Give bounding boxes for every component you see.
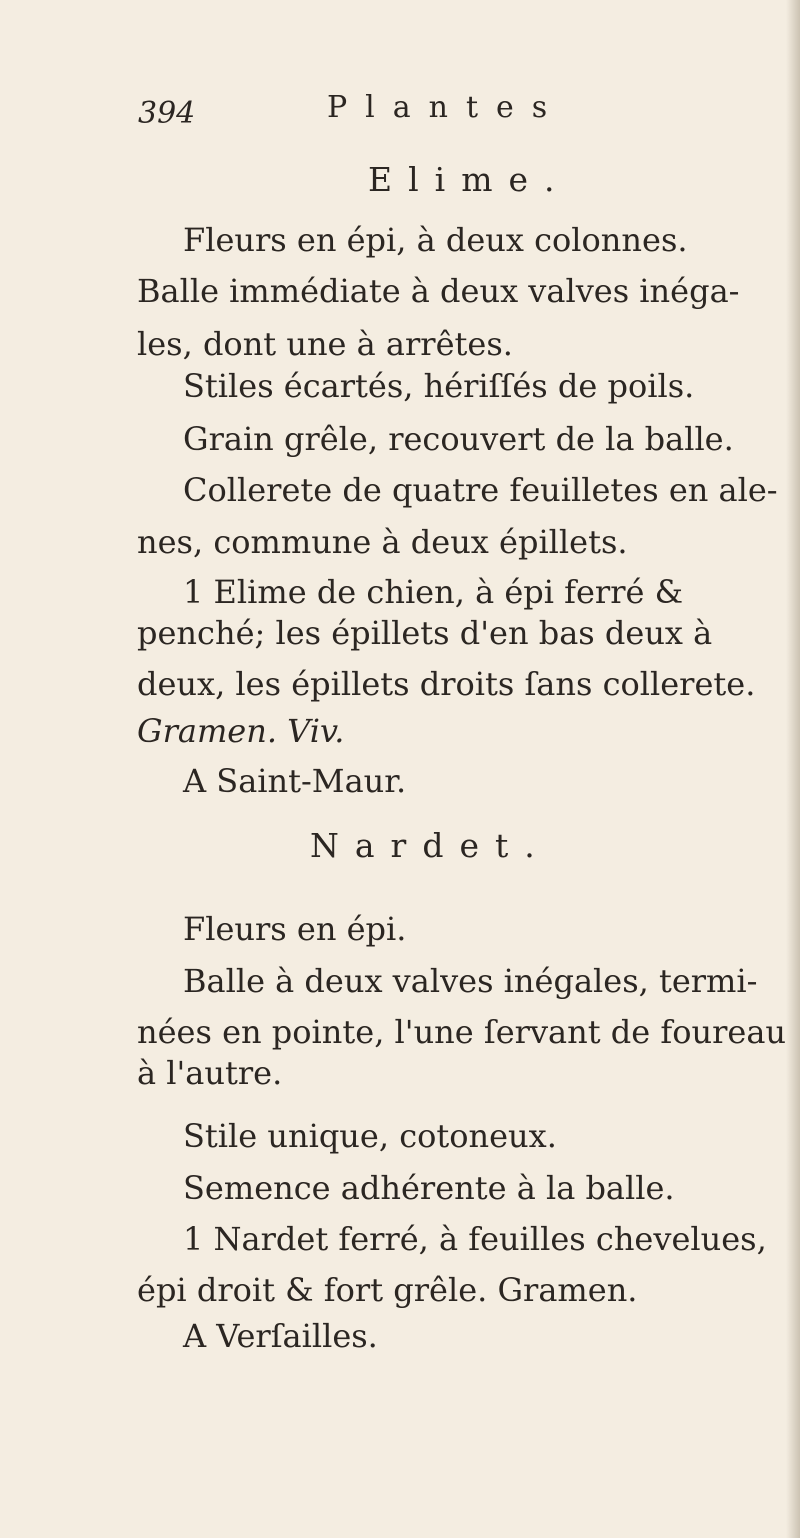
text-line: A Saint-Maur.	[183, 762, 407, 800]
page-number: 394	[138, 96, 196, 131]
section-title-nardet: Nardet.	[310, 826, 551, 865]
text-line: deux, les épillets droits ſans collerete.	[137, 665, 756, 703]
text-line: les, dont une à arrêtes.	[137, 325, 513, 363]
text-line: Collerete de quatre feuilletes en ale-	[183, 471, 778, 509]
running-head: Plantes	[327, 90, 566, 125]
text-line: épi droit & fort grêle. Gramen.	[137, 1271, 638, 1309]
section-title-elime: Elime.	[368, 160, 571, 199]
text-line: penché; les épillets d'en bas deux à	[137, 614, 713, 652]
text-line: 1 Elime de chien, à épi ferré &	[183, 573, 684, 611]
text-line: Gramen. Viv.	[137, 712, 345, 750]
text-line: nées en pointe, l'une ſervant de foureau	[137, 1013, 786, 1051]
text-line: Balle à deux valves inégales, termi-	[183, 962, 758, 1000]
text-line: Stiles écartés, hériſſés de poils.	[183, 367, 695, 405]
text-line: Balle immédiate à deux valves inéga-	[137, 272, 740, 310]
text-line: 1 Nardet ferré, à feuilles chevelues,	[183, 1220, 767, 1258]
text-line: Stile unique, cotoneux.	[183, 1117, 557, 1155]
page-edge-shadow	[786, 0, 800, 1538]
text-line: nes, commune à deux épillets.	[137, 523, 628, 561]
text-line: Fleurs en épi.	[183, 910, 407, 948]
text-line: Grain grêle, recouvert de la balle.	[183, 420, 734, 458]
text-line: Fleurs en épi, à deux colonnes.	[183, 221, 688, 259]
text-line: A Verſailles.	[183, 1317, 378, 1355]
text-line: Semence adhérente à la balle.	[183, 1169, 675, 1207]
text-line: à l'autre.	[137, 1054, 283, 1092]
